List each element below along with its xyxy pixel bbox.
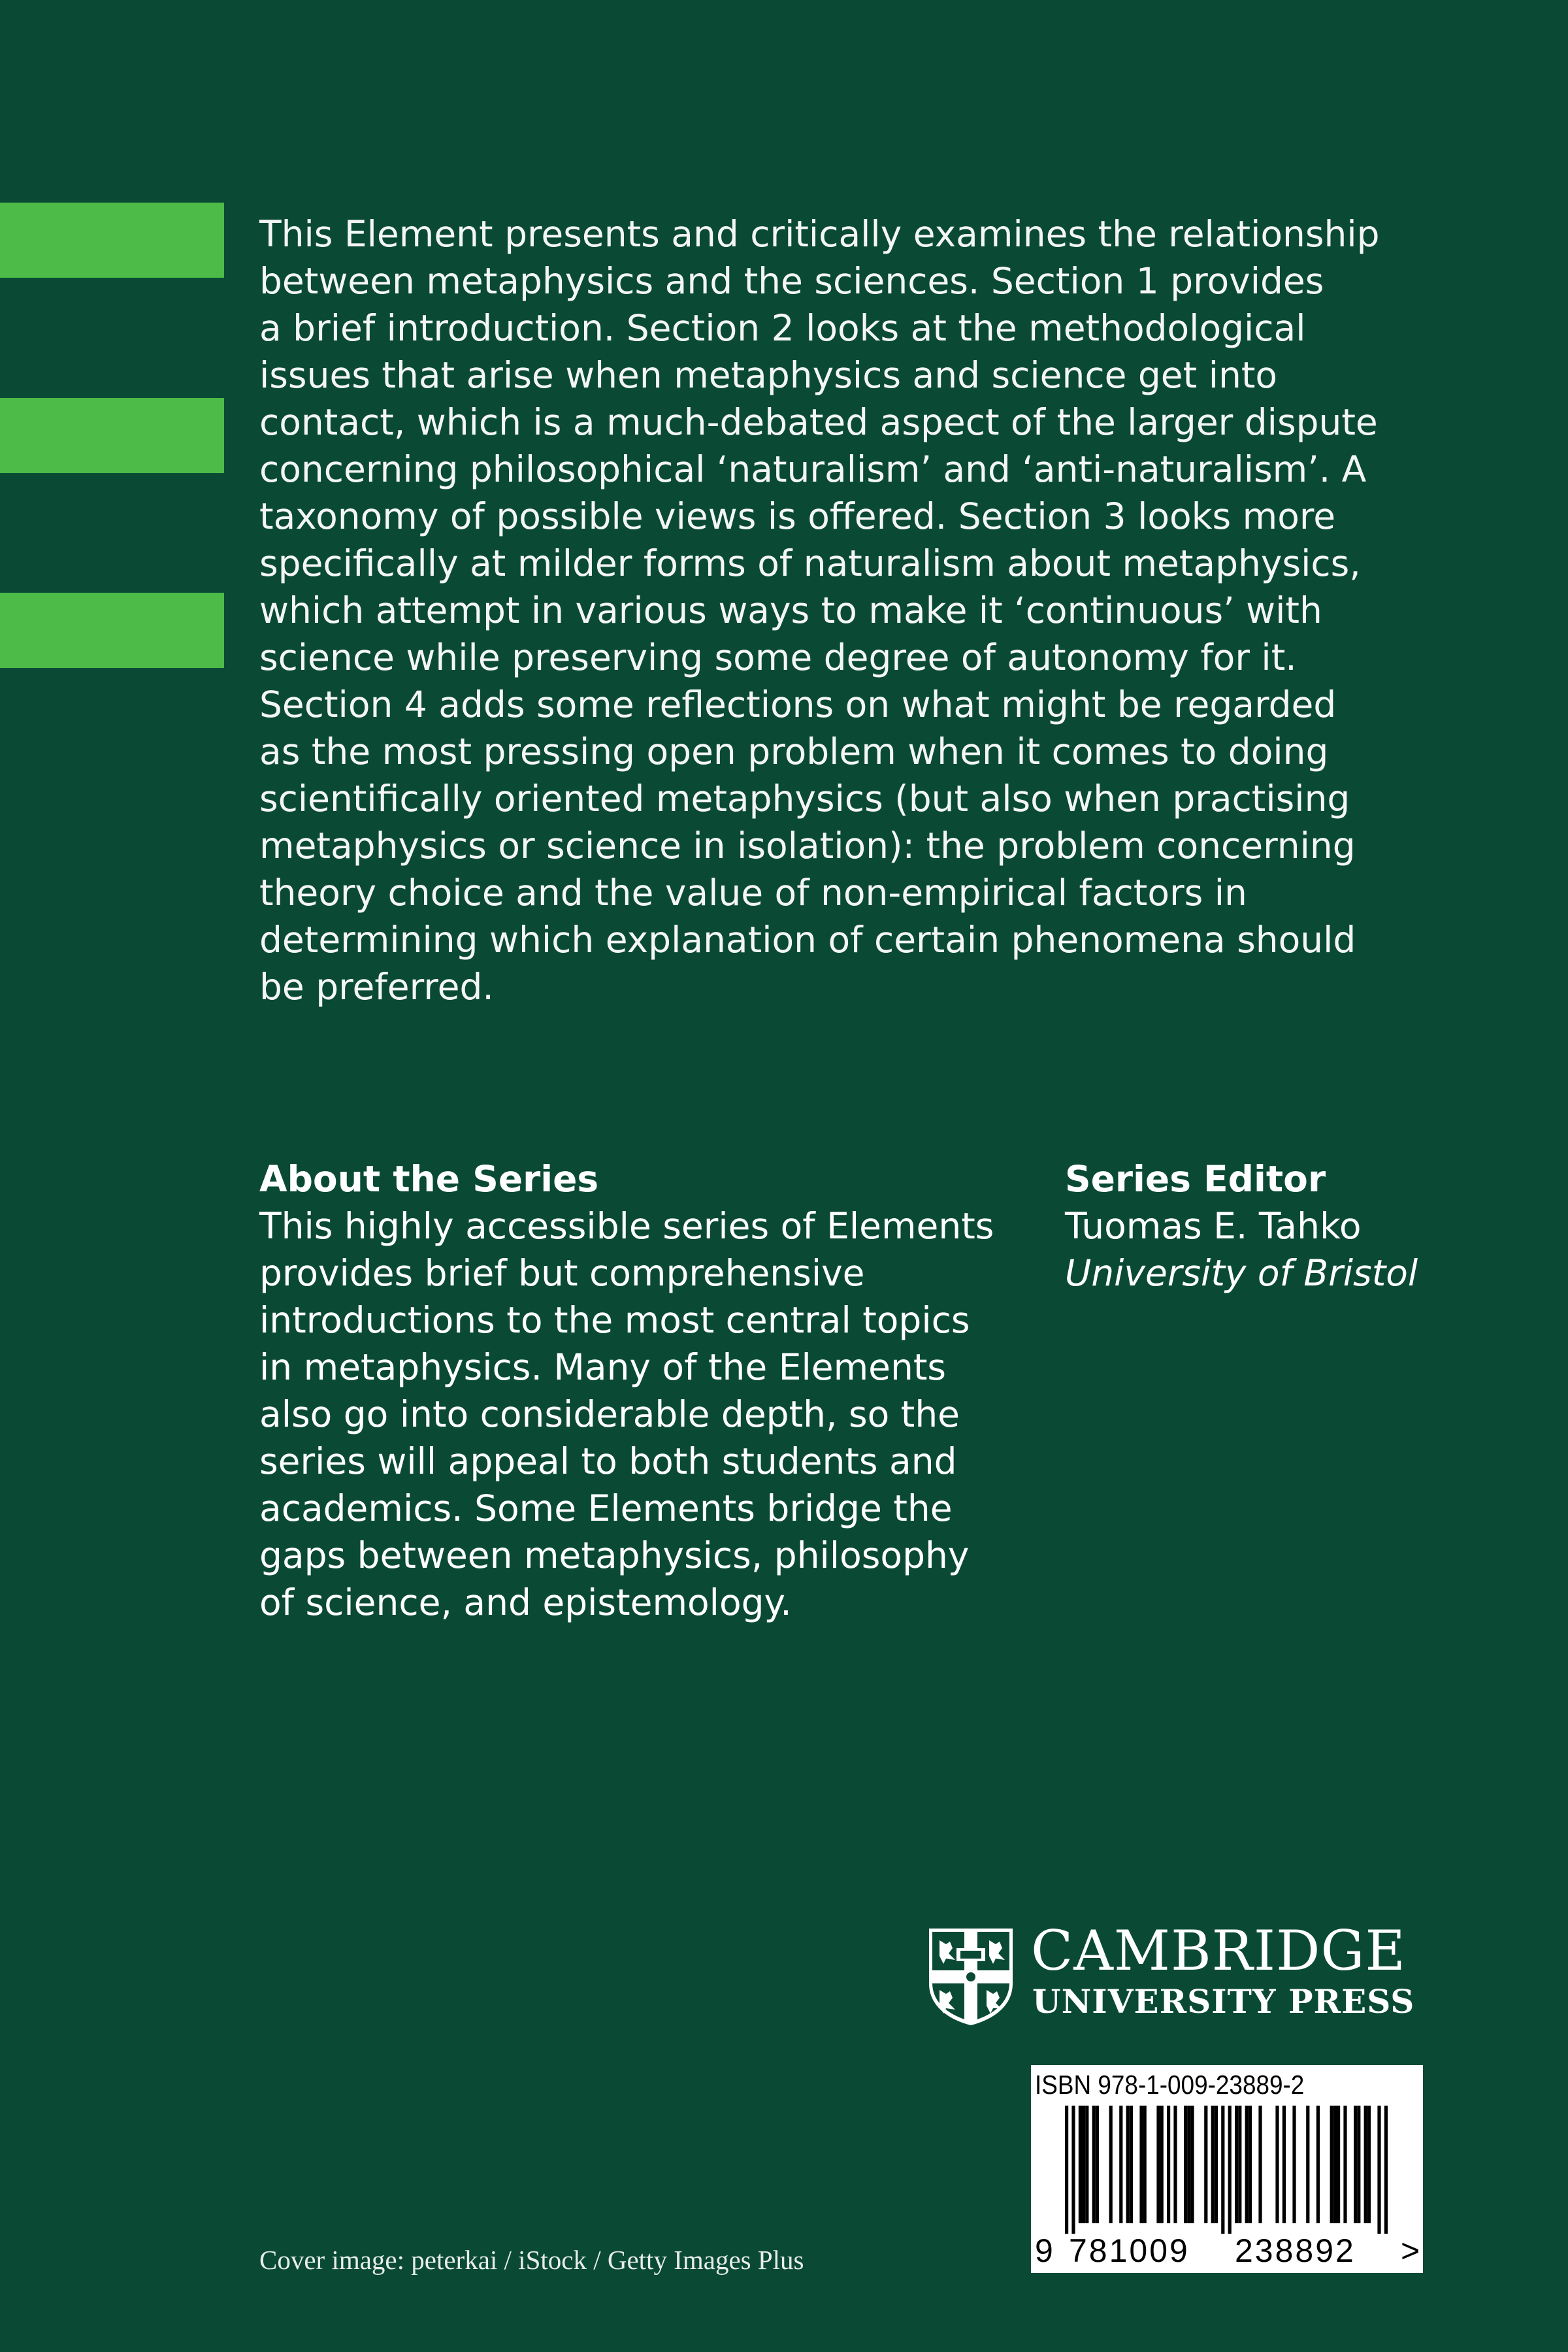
barcode-bar xyxy=(1160,2106,1164,2223)
barcode-bar xyxy=(1184,2106,1187,2223)
blurb-line: specifically at milder forms of naturalism about metaphysics, xyxy=(259,542,1361,584)
accent-bar-bottom xyxy=(0,593,224,668)
blurb-line: between metaphysics and the sciences. Section 1 provides xyxy=(259,260,1324,302)
about-series-line: also go into considerable depth, so the xyxy=(259,1393,960,1435)
barcode-bar xyxy=(1245,2106,1249,2223)
barcode-bar xyxy=(1187,2106,1190,2223)
blurb-line: metaphysics or science in isolation): the problem concerning xyxy=(259,825,1356,867)
barcode-bars xyxy=(1039,2106,1415,2234)
barcode-bar xyxy=(1249,2106,1252,2223)
barcode-left-digits: 781009 xyxy=(1069,2232,1190,2269)
barcode-bar xyxy=(1071,2106,1075,2234)
series-editor-name: Tuomas E. Tahko xyxy=(1065,1205,1362,1247)
blurb-line: as the most pressing open problem when it comes to doing xyxy=(259,731,1329,772)
barcode-bar xyxy=(1238,2106,1241,2223)
barcode-bar xyxy=(1384,2106,1388,2234)
barcode-bar xyxy=(1316,2106,1320,2223)
barcode-bar xyxy=(1333,2106,1337,2223)
barcode-bar xyxy=(1173,2106,1177,2223)
barcode-bar xyxy=(1167,2106,1170,2223)
blurb-line: issues that arise when metaphysics and science get into xyxy=(259,354,1278,396)
blurb-line: contact, which is a much-debated aspect of the larger dispute xyxy=(259,401,1378,443)
barcode-bar xyxy=(1337,2106,1340,2223)
blurb-line: This Element presents and critically examines the relationship xyxy=(259,213,1380,255)
barcode-bar xyxy=(1204,2106,1207,2223)
barcode-bar xyxy=(1119,2106,1122,2223)
blurb-line: science while preserving some degree of autonomy for it. xyxy=(259,637,1297,678)
series-editor-section xyxy=(1065,1155,1522,1297)
barcode-bar xyxy=(1211,2106,1215,2223)
accent-bar-middle xyxy=(0,398,224,473)
barcode-bar xyxy=(1354,2106,1357,2223)
about-series-line: This highly accessible series of Elements xyxy=(259,1205,994,1247)
accent-bar-top xyxy=(0,203,224,278)
barcode-bar xyxy=(1367,2106,1371,2223)
about-series-line: provides brief but comprehensive xyxy=(259,1252,865,1294)
blurb-line: be preferred. xyxy=(259,966,494,1008)
barcode-bar xyxy=(1357,2106,1360,2223)
barcode-bar xyxy=(1306,2106,1309,2223)
barcode-bar xyxy=(1109,2106,1113,2223)
blurb-line: determining which explanation of certain phenomena should xyxy=(259,919,1356,961)
publisher-name: CAMBRIDGE xyxy=(1031,1919,1406,1983)
barcode-bar xyxy=(1139,2106,1143,2223)
barcode-bar xyxy=(1082,2106,1085,2223)
book-blurb xyxy=(259,210,1416,1010)
barcode-bar xyxy=(1085,2106,1088,2223)
blurb-line: taxonomy of possible views is offered. Section 3 looks more xyxy=(259,495,1336,537)
about-series-line: gaps between metaphysics, philosophy xyxy=(259,1534,970,1576)
about-series-line: series will appeal to both students and xyxy=(259,1440,957,1482)
barcode-arrow: > xyxy=(1401,2232,1420,2269)
series-editor-affiliation: University of Bristol xyxy=(1065,1252,1418,1294)
barcode-bar xyxy=(1130,2106,1133,2223)
barcode-bar xyxy=(1065,2106,1068,2234)
about-series-line: of science, and epistemology. xyxy=(259,1582,792,1623)
isbn-label: ISBN 978-1-009-23889-2 xyxy=(1035,2070,1305,2100)
barcode-bar xyxy=(1364,2106,1367,2223)
barcode-bar xyxy=(1282,2106,1286,2223)
blurb-line: scientifically oriented metaphysics (but also when practising xyxy=(259,778,1350,820)
barcode-first-digit: 9 xyxy=(1035,2232,1053,2269)
barcode-bar xyxy=(1292,2106,1296,2223)
barcode-right-digits: 238892 xyxy=(1235,2232,1356,2269)
barcode-bar xyxy=(1190,2106,1194,2223)
blurb-line: concerning philosophical ‘naturalism’ and ‘anti-naturalism’. A xyxy=(259,448,1367,490)
barcode-bar xyxy=(1258,2106,1262,2223)
blurb-line: which attempt in various ways to make it ‘continuous’ with xyxy=(259,589,1322,631)
series-editor-heading: Series Editor xyxy=(1065,1158,1326,1200)
barcode-bar xyxy=(1126,2106,1130,2223)
about-series-line: introductions to the most central topics xyxy=(259,1299,970,1341)
cover-image-credit: Cover image: peterkai / iStock / Getty Images Plus xyxy=(259,2245,804,2275)
barcode-bar xyxy=(1143,2106,1147,2223)
barcode-bar xyxy=(1330,2106,1333,2223)
barcode-bar xyxy=(1092,2106,1096,2223)
barcode-bar xyxy=(1215,2106,1218,2223)
barcode-bar xyxy=(1343,2106,1347,2223)
about-series-line: in metaphysics. Many of the Elements xyxy=(259,1346,947,1388)
barcode-bar xyxy=(1156,2106,1160,2223)
barcode-bar xyxy=(1096,2106,1099,2223)
blurb-line: theory choice and the value of non-empirical factors in xyxy=(259,872,1247,914)
barcode-bar xyxy=(1275,2106,1279,2223)
blurb-line: Section 4 adds some reflections on what might be regarded xyxy=(259,684,1337,725)
about-series-section xyxy=(259,1155,1037,1626)
barcode-bar xyxy=(1235,2106,1238,2223)
cambridge-shield-icon xyxy=(926,1926,1015,2027)
about-series-heading: About the Series xyxy=(259,1158,599,1200)
blurb-line: a brief introduction. Section 2 looks at the methodological xyxy=(259,307,1306,349)
barcode-bar xyxy=(1228,2106,1232,2234)
barcode-bar xyxy=(1079,2106,1082,2223)
barcode-bar xyxy=(1377,2106,1380,2234)
publisher-logo xyxy=(926,1919,1423,2029)
about-series-line: academics. Some Elements bridge the xyxy=(259,1487,953,1529)
isbn-barcode xyxy=(1031,2065,1423,2273)
publisher-subname: UNIVERSITY PRESS xyxy=(1032,1982,1415,2021)
barcode-bar xyxy=(1221,2106,1224,2234)
